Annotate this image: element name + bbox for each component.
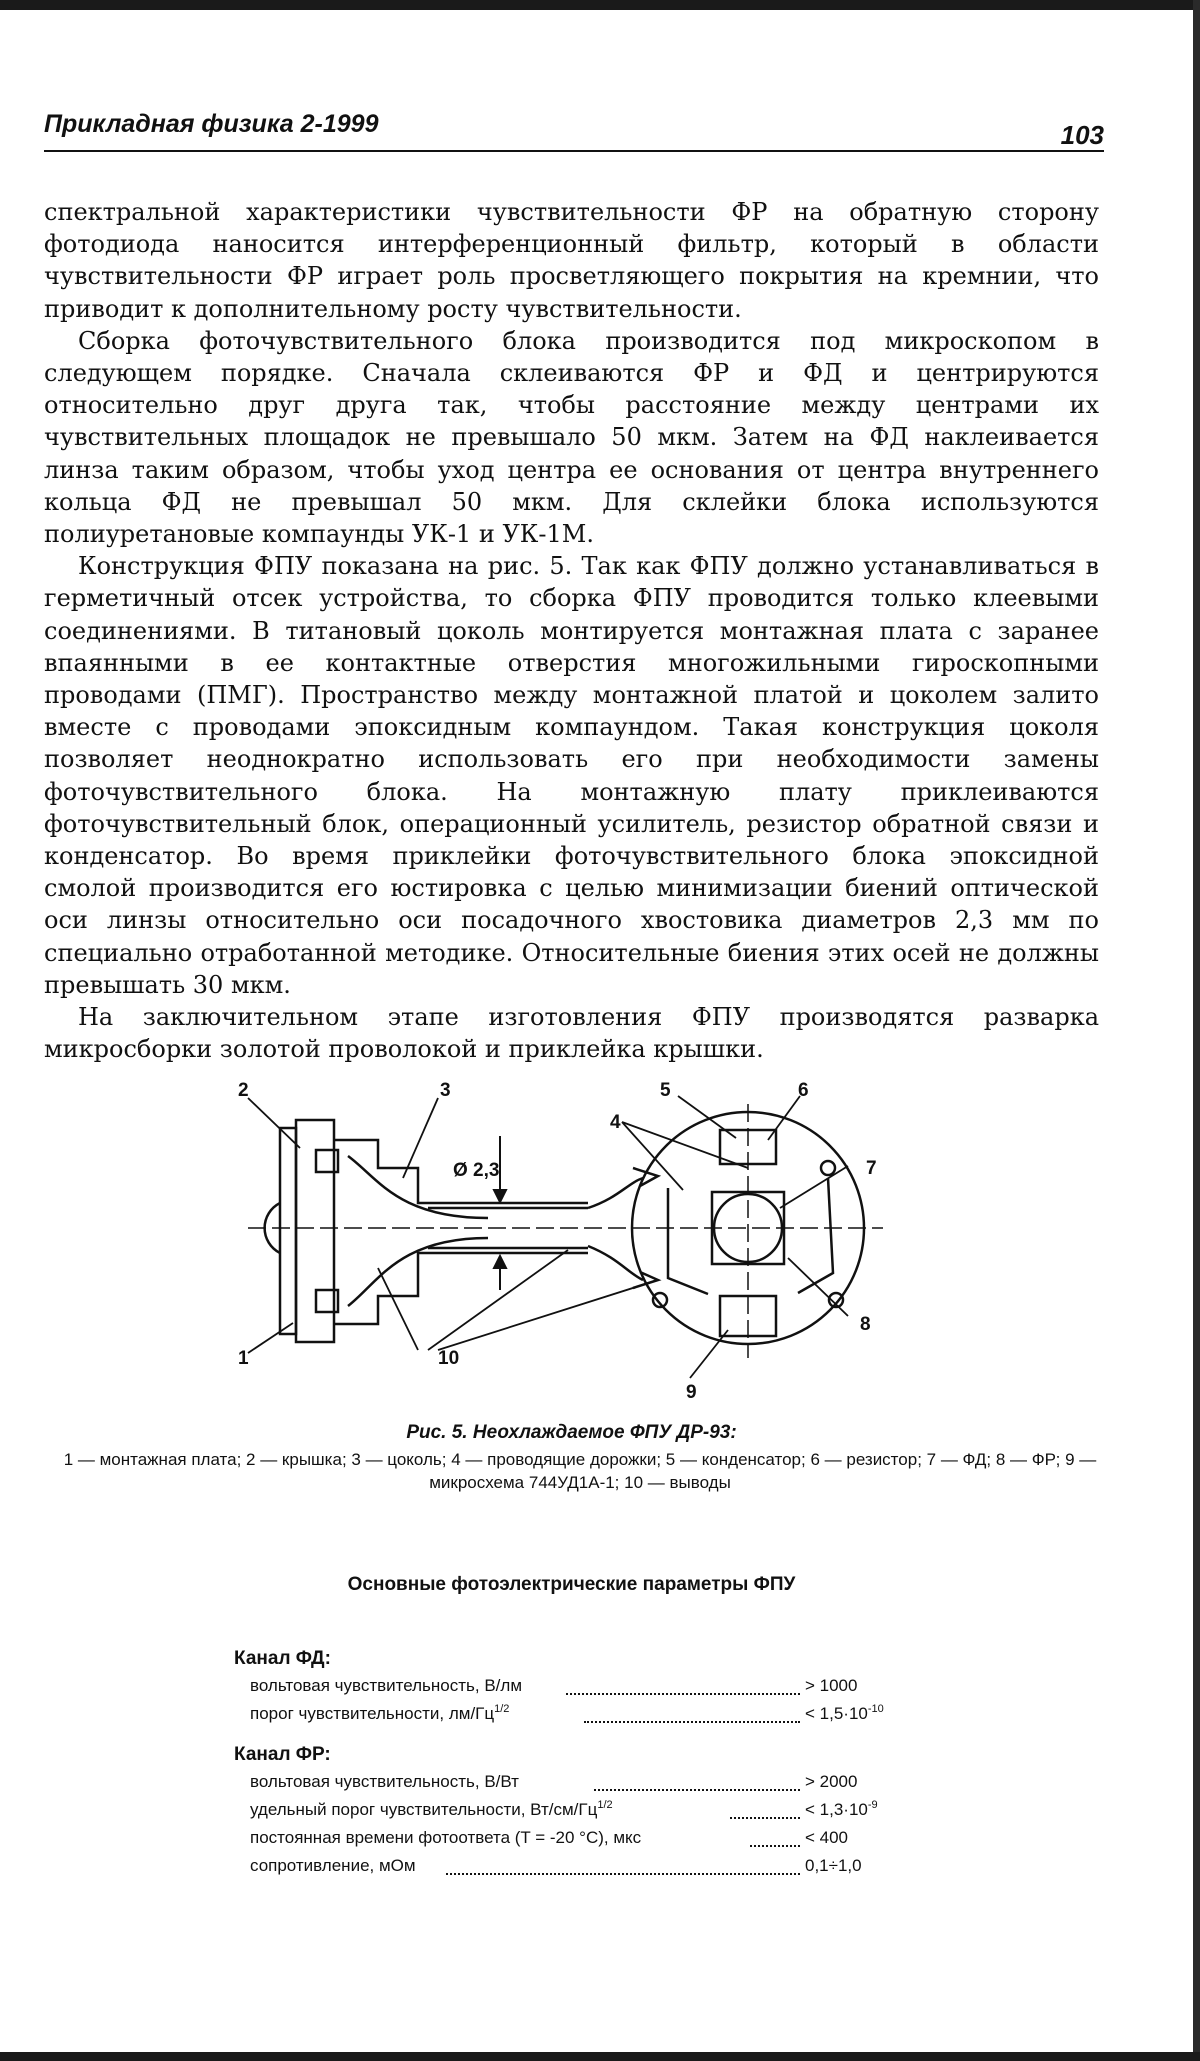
- dot-leader: [566, 1676, 800, 1695]
- scan-edge-right: [1193, 0, 1200, 2061]
- label-9: 9: [686, 1382, 697, 1403]
- track-left: [668, 1188, 708, 1294]
- fpu-diagram: [228, 1068, 888, 1408]
- param-value: < 400: [805, 1828, 849, 1847]
- paragraph: Сборка фоточувствительного блока производится под микроскопом в следующем порядке. Сначала склеиваются ФР и ФД и центрируются относительно друг друга так, чтобы расстояние между центрами их чувствительных площадок не превышало 50 мкм. Затем на ФД наклеивается линза таким образом, чтобы уход центра ее основания от центра внутреннего кольца ФД не превышал 50 мкм. Для склейки блока используются полиуретановые компаунды УК-1 и УК-1М.: [44, 326, 1099, 549]
- base-outline: [280, 1128, 296, 1334]
- param-value: < $1,5\cdot 10^{-10}$: [805, 1703, 884, 1723]
- param-name: постоянная времени фотоответа (T = -20 °C), мкс: [250, 1828, 642, 1847]
- scan-edge-bottom: [0, 2052, 1200, 2061]
- leader-3: [403, 1098, 438, 1178]
- scan-edge-top: [0, 0, 1200, 10]
- label-3: 3: [440, 1080, 451, 1101]
- leader-2: [248, 1098, 300, 1148]
- leader-8: [788, 1258, 848, 1316]
- figure-5-drawing: [228, 1068, 888, 1408]
- dot-leader: [730, 1800, 800, 1819]
- dot-leader: [446, 1856, 800, 1875]
- param-name: сопротивление, мОм: [250, 1856, 416, 1875]
- pin-top-right: [821, 1161, 835, 1175]
- param-row: [250, 1800, 900, 1824]
- lead-tip-upper: [633, 1168, 658, 1186]
- label-6: 6: [798, 1080, 809, 1101]
- dot-leader: [594, 1772, 800, 1791]
- running-header: [44, 108, 1104, 152]
- paragraph: На заключительном этапе изготовления ФПУ производятся разварка микросборки золотой проволокой и приклейка крышки.: [44, 1003, 1099, 1064]
- label-7: 7: [866, 1158, 877, 1179]
- journal-title: Прикладная физика 2-1999: [44, 110, 379, 138]
- label-2: 2: [238, 1080, 249, 1101]
- leader-6: [768, 1096, 800, 1140]
- paragraph: Конструкция ФПУ показана на рис. 5. Так как ФПУ должно устанавливаться в герметичный отсек устройства, то сборка ФПУ проводится только клеевыми соединениями. В титановый цоколь монтируется монтажная плата с заранее впаянными в ее контактные отверстия многожильными гироскопными проводами (ПМГ). Пространство между монтажной платой и цоколем залито вместе с проводами эпоксидным компаундом. Такая конструкция цоколя позволяет неоднократно использовать его при необходимости замены фоточувствительного блока. На монтажную плату приклеиваются фоточувствительный блок, операционный усилитель, резистор обратной связи и конденсатор. Во время приклейки фоточувствительного блока эпоксидной смолой производится его юстировка с целью минимизации биений оптической оси линзы относительно оси посадочного хвостовика диаметров 2,3 мм по специально отработанной методике. Относительные биения этих осей не должны превышать 30 мкм.: [44, 552, 1099, 999]
- leader-1: [248, 1323, 293, 1353]
- label-8: 8: [860, 1314, 871, 1335]
- article-body: [44, 196, 1099, 1065]
- label-1: 1: [238, 1348, 249, 1369]
- leader-10a: [378, 1268, 418, 1350]
- param-name: вольтовая чувствительность, В/лм: [250, 1676, 523, 1695]
- label-10: 10: [438, 1348, 460, 1369]
- param-name: удельный порог чувствительности, $Вт/см/Гц^{1/2}$: [250, 1799, 613, 1819]
- page-number: 103: [1060, 120, 1104, 150]
- label-5: 5: [660, 1080, 671, 1101]
- param-row: [250, 1828, 900, 1852]
- paragraph: спектральной характеристики чувствительности ФР на обратную сторону фотодиода наносится интерференционный фильтр, который в области чувствительности ФР играет роль просветляющего покрытия на кремнии, что приводит к дополнительному росту чувствительности.: [44, 198, 1099, 323]
- channel-fr-heading: Канал ФР:: [234, 1744, 331, 1765]
- param-name: порог чувствительности, $лм/Гц^{1/2}$: [250, 1703, 510, 1723]
- figure-caption-legend: 1 — монтажная плата; 2 — крышка; 3 — цоколь; 4 — проводящие дорожки; 5 — конденсатор; 6 — резистор; 7 — ФД; 8 — ФР; 9 — микросхема 744УД1А-1; 10 — выводы: [63, 1450, 1097, 1492]
- param-row: [250, 1772, 900, 1796]
- dimension-label: Ø 2,3: [453, 1160, 500, 1181]
- dim-arrow-top: [494, 1190, 506, 1202]
- channel-fd-heading: Канал ФД:: [234, 1648, 331, 1669]
- leader-10c: [438, 1280, 658, 1350]
- param-row: [250, 1856, 900, 1880]
- dim-arrow-bottom: [494, 1256, 506, 1268]
- param-row: [250, 1676, 900, 1700]
- param-value: 0,1÷1,0: [805, 1856, 862, 1875]
- param-row: [250, 1704, 900, 1728]
- param-value: < $1,3\cdot 10^{-9}$: [805, 1799, 878, 1819]
- param-value: > 2000: [805, 1772, 858, 1791]
- leader-5: [678, 1096, 736, 1138]
- dot-leader: [750, 1828, 800, 1847]
- track-right: [798, 1178, 833, 1293]
- param-value: > 1000: [805, 1676, 858, 1695]
- param-name: вольтовая чувствительность, В/Вт: [250, 1772, 519, 1791]
- dot-leader: [584, 1704, 800, 1723]
- figure-caption-title: Рис. 5. Неохлаждаемое ФПУ ДР-93:: [406, 1422, 737, 1443]
- leader-7: [780, 1166, 848, 1208]
- params-title: Основные фотоэлектрические параметры ФПУ: [347, 1574, 796, 1595]
- label-4: 4: [610, 1112, 621, 1133]
